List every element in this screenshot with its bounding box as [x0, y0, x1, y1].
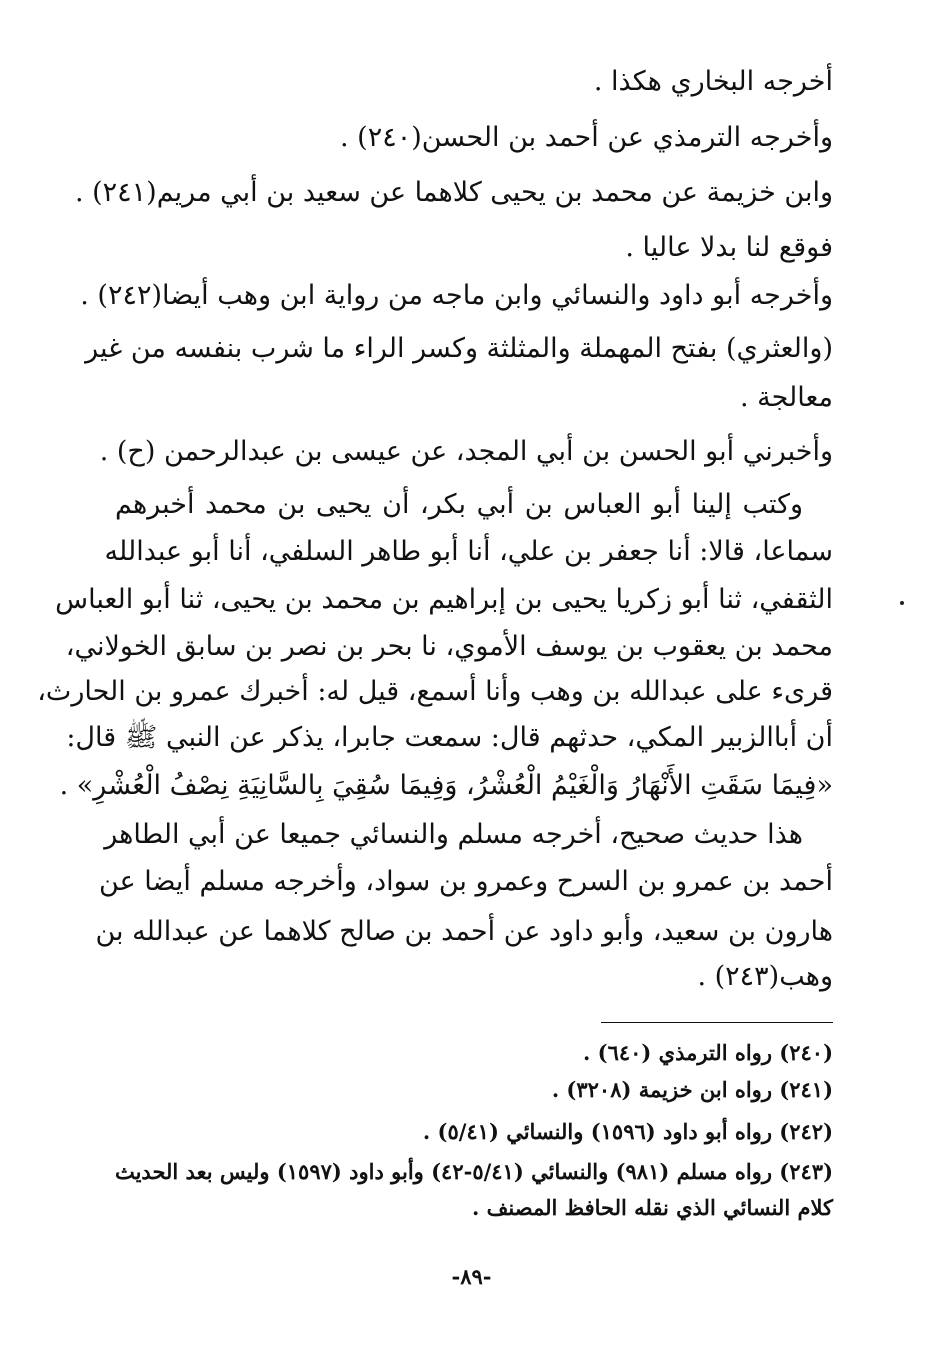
body-line-10: سماعا، قالا: أنا جعفر بن علي، أنا أبو طاهر السلفي، أنا أبو عبدالله [104, 536, 833, 567]
body-line-5: وأخرجه أبو داود والنسائي وابن ماجه من رواية ابن وهب أيضا(٢٤٢) . [80, 280, 833, 311]
body-line-16: هذا حديث صحيح، أخرجه مسلم والنسائي جميعا عن أبي الطاهر [104, 819, 803, 850]
page-number: -٨٩- [451, 1264, 492, 1289]
body-line-7: معالجة . [739, 382, 833, 413]
body-line-9: وكتب إلينا أبو العباس بن أبي بكر، أن يحيى بن محمد أخبرهم [115, 489, 803, 520]
body-line-15-hadith-quote: «فِيمَا سَقَتِ الأَنْهَارُ وَالْغَيْمُ الْعُشْرُ، وَفِيمَا سُقِيَ بِالسَّانِيَةِ نِصْفُ الْعُشْرِ» . [59, 770, 833, 801]
body-line-2: وأخرجه الترمذي عن أحمد بن الحسن(٢٤٠) . [339, 122, 833, 153]
footnote-240: (٢٤٠) رواه الترمذي (٦٤٠) . [583, 1040, 833, 1065]
body-line-18: هارون بن سعيد، وأبو داود عن أحمد بن صالح كلاهما عن عبدالله بن [95, 916, 833, 947]
footnote-242: (٢٤٢) رواه أبو داود (١٥٩٦) والنسائي (٥/٤١) . [422, 1119, 833, 1144]
body-line-8: وأخبرني أبو الحسن بن أبي المجد، عن عيسى بن عبدالرحمن (ح) . [99, 436, 833, 467]
body-line-1: أخرجه البخاري هكذا . [593, 66, 833, 97]
footnote-241: (٢٤١) رواه ابن خزيمة (٣٢٠٨) . [551, 1077, 833, 1102]
body-line-17: أحمد بن عمرو بن السرح وعمرو بن سواد، وأخرجه مسلم أيضا عن [99, 866, 833, 897]
footnote-243-continued: كلام النسائي الذي نقله الحافظ المصنف . [472, 1195, 833, 1220]
body-line-13: قرىء على عبدالله بن وهب وأنا أسمع، قيل له: أخبرك عمرو بن الحارث، [37, 676, 833, 707]
footnote-243: (٢٤٣) رواه مسلم (٩٨١) والنسائي (٥/٤١-٤٢) وأبو داود (١٥٩٧) وليس بعد الحديث [114, 1159, 833, 1184]
footnote-separator [601, 1022, 833, 1023]
body-line-19: وهب(٢٤٣) . [697, 961, 833, 992]
body-line-12: محمد بن يعقوب بن يوسف الأموي، نا بحر بن نصر بن سابق الخولاني، [65, 631, 833, 662]
body-line-11: الثقفي، ثنا أبو زكريا يحيى بن إبراهيم بن محمد بن يحيى، ثنا أبو العباس [55, 584, 833, 615]
body-line-3: وابن خزيمة عن محمد بن يحيى كلاهما عن سعيد بن أبي مريم(٢٤١) . [74, 177, 833, 208]
body-line-4: فوقع لنا بدلا عاليا . [625, 232, 833, 263]
scan-speck [900, 601, 904, 605]
body-line-14: أن أباالزبير المكي، حدثهم قال: سمعت جابرا، يذكر عن النبي ﷺ قال: [66, 722, 833, 753]
body-line-6: (والعثري) بفتح المهملة والمثلثة وكسر الراء ما شرب بنفسه من غير [85, 333, 833, 364]
